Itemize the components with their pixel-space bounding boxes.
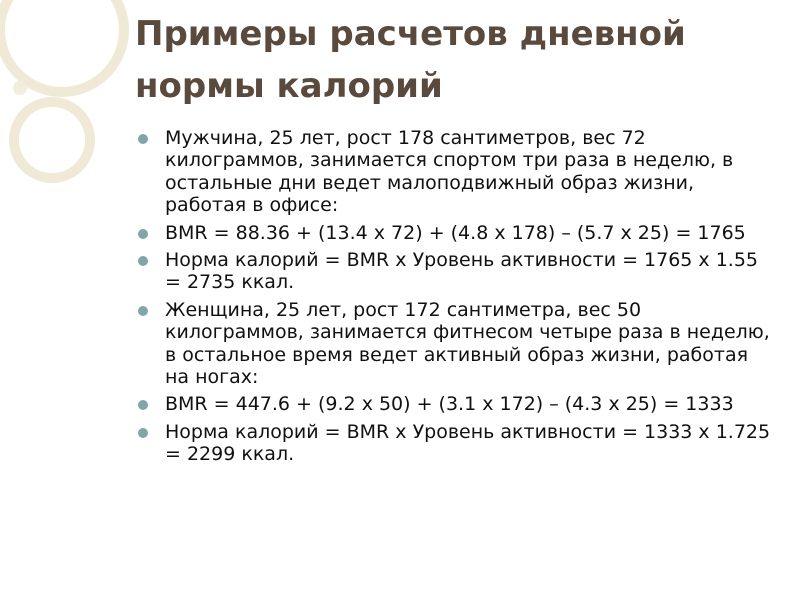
bullet-item	[137, 393, 777, 415]
bullet-dot-icon	[138, 428, 148, 438]
bullet-list	[137, 127, 777, 471]
bullet-dot-icon	[138, 229, 148, 239]
bullet-item	[137, 249, 777, 294]
bullet-item	[137, 299, 777, 389]
bullet-text: BMR = 447.6 + (9.2 x 50) + (3.1 x 172) – (4.3 x 25) = 1333	[165, 393, 734, 416]
bullet-text: Мужчина, 25 лет, рост 178 сантиметров, вес 72 килограммов, занимается спортом три раза в неделю, в остальные дни ведет малоподвижный образ жизни, работая в офисе:	[165, 127, 734, 217]
bullet-item	[137, 127, 777, 217]
bullet-dot-icon	[138, 400, 148, 410]
bullet-dot-icon	[138, 134, 148, 144]
decor-ring-small	[14, 102, 90, 178]
bullet-item	[137, 421, 777, 466]
slide-title: Примеры расчетов дневной нормы калорий	[135, 14, 686, 106]
bullet-text: Норма калорий = BMR x Уровень активности = 1765 x 1.55 = 2735 ккал.	[165, 249, 759, 294]
bullet-dot-icon	[138, 306, 148, 316]
bullet-text: BMR = 88.36 + (13.4 x 72) + (4.8 x 178) – (5.7 x 25) = 1765	[165, 221, 746, 244]
bullet-item	[137, 222, 777, 244]
bullet-text: Норма калорий = BMR x Уровень активности = 1333 x 1.725 = 2299 ккал.	[165, 420, 771, 466]
bullet-dot-icon	[138, 256, 148, 266]
decor-ring-large	[0, 0, 124, 92]
bullet-text: Женщина, 25 лет, рост 172 сантиметра, вес 50 килограммов, занимается фитнесом четыре раза в неделю, в остальное время ведет активный образ жизни, работая на ногах:	[165, 298, 770, 389]
decor-dot	[13, 81, 27, 95]
